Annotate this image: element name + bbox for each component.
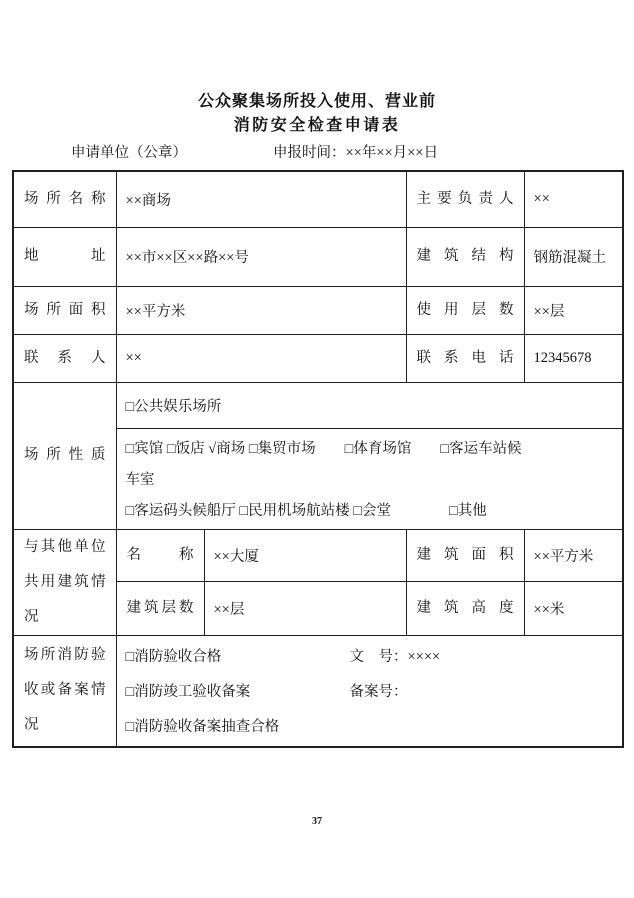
table-row bbox=[13, 635, 623, 747]
table-row bbox=[13, 227, 623, 286]
table-row bbox=[13, 286, 623, 334]
venue-nature-label: 场所性质 bbox=[13, 382, 116, 529]
inspection-checkbox-item: □消防竣工验收备案 bbox=[125, 684, 251, 701]
fire-inspection-options bbox=[116, 635, 623, 747]
meta-line bbox=[0, 143, 634, 163]
building-name-label: 名称 bbox=[116, 529, 204, 581]
venue-nature-option-line: □宾馆 □饭店 √商场 □集贸市场 □体育场馆 □客运车站候 bbox=[125, 440, 522, 457]
contact-person-label: 联系人 bbox=[13, 334, 116, 382]
venue-nature-options bbox=[116, 428, 623, 529]
page-number: 37 bbox=[312, 816, 322, 827]
building-area-label: 建筑面积 bbox=[406, 529, 524, 581]
place-area-value: ××平方米 bbox=[116, 286, 406, 334]
inspection-record-number: 备案号： bbox=[349, 684, 408, 701]
place-name-label: 场所名称 bbox=[13, 171, 116, 227]
inspection-line bbox=[126, 675, 619, 710]
inspection-doc-number: 文 号：×××× bbox=[349, 649, 441, 666]
table-row bbox=[13, 334, 623, 382]
shared-building-label: 与其他单位共用建筑情况 bbox=[13, 529, 116, 635]
report-time-label: 申报时间：××年××月××日 bbox=[273, 145, 439, 161]
building-area-value: ××平方米 bbox=[524, 529, 623, 581]
contact-phone-label: 联系电话 bbox=[406, 334, 524, 382]
building-height-value: ××米 bbox=[524, 581, 623, 635]
address-value: ××市××区××路××号 bbox=[116, 227, 406, 286]
contact-person-value: ×× bbox=[116, 334, 406, 382]
inspection-line bbox=[126, 640, 619, 675]
building-name-value: ××大厦 bbox=[204, 529, 406, 581]
application-form-table bbox=[12, 170, 624, 748]
fire-inspection-label: 场所消防验收或备案情况 bbox=[13, 635, 116, 747]
table-row bbox=[13, 529, 623, 581]
document-title-line1: 公众聚集场所投入使用、营业前 bbox=[197, 93, 436, 110]
inspection-note-empty bbox=[350, 710, 619, 745]
building-floors-value: ××层 bbox=[204, 581, 406, 635]
place-name-value: ××商场 bbox=[116, 171, 406, 227]
option-public-entertainment: □公共娱乐场所 bbox=[116, 382, 623, 428]
inspection-checkbox-item: □消防验收备案抽查合格 bbox=[125, 719, 280, 736]
principal-value: ×× bbox=[524, 171, 623, 227]
floors-used-label: 使用层数 bbox=[406, 286, 524, 334]
document-title-line2: 消防安全检查申请表 bbox=[233, 117, 401, 134]
contact-phone-value: 12345678 bbox=[524, 334, 623, 382]
inspection-line bbox=[126, 710, 619, 745]
inspection-checkbox-item: □消防验收合格 bbox=[125, 649, 222, 666]
address-label: 地址 bbox=[13, 227, 116, 286]
floors-used-value: ××层 bbox=[524, 286, 623, 334]
place-area-label: 场所面积 bbox=[13, 286, 116, 334]
principal-label: 主要负责人 bbox=[406, 171, 524, 227]
building-structure-value: 钢筋混凝土 bbox=[524, 227, 623, 286]
venue-nature-option-line: 车室 bbox=[125, 471, 155, 488]
applicant-unit-label: 申请单位（公章） bbox=[71, 145, 187, 161]
building-height-label: 建筑高度 bbox=[406, 581, 524, 635]
building-floors-label: 建筑层数 bbox=[116, 581, 204, 635]
venue-nature-option-line: □客运码头候船厅 □民用机场航站楼 □会堂 □其他 bbox=[125, 502, 487, 519]
table-row bbox=[13, 382, 623, 428]
building-structure-label: 建筑结构 bbox=[406, 227, 524, 286]
table-row bbox=[13, 171, 623, 227]
